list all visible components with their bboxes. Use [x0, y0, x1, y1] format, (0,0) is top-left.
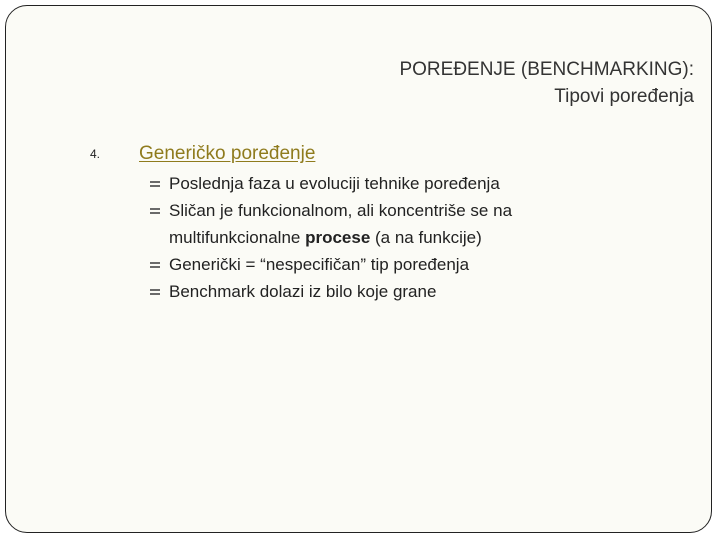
bullet-item: [152, 251, 612, 278]
section-heading: Generičko poređenje: [139, 143, 316, 164]
list-number: 4.: [90, 147, 101, 161]
bullet-icon: [150, 288, 160, 295]
bullet-list: [152, 170, 612, 305]
bullet-item: [152, 170, 612, 197]
bullet-text: Generički = “nespecifičan” tip poređenja: [169, 255, 470, 274]
bullet-text: Benchmark dolazi iz bilo koje grane: [169, 282, 437, 301]
bullet-item: [152, 278, 612, 305]
bullet-icon: [150, 207, 160, 214]
title-line-2: Tipovi poređenja: [554, 86, 694, 107]
bullet-text: Poslednja faza u evoluciji tehnike poređenja: [169, 174, 500, 193]
bullet-item: [152, 197, 612, 251]
bullet-icon: [150, 180, 160, 187]
title-line-1: POREĐENJE (BENCHMARKING):: [399, 59, 694, 80]
bullet-text: Sličan je funkcionalnom, ali koncentriše se na multifunkcionalne: [169, 201, 513, 247]
bullet-emphasis: procese: [305, 228, 371, 247]
bullet-text: (a na funkcije): [370, 228, 482, 247]
slide-title: [399, 56, 694, 110]
bullet-icon: [150, 261, 160, 268]
